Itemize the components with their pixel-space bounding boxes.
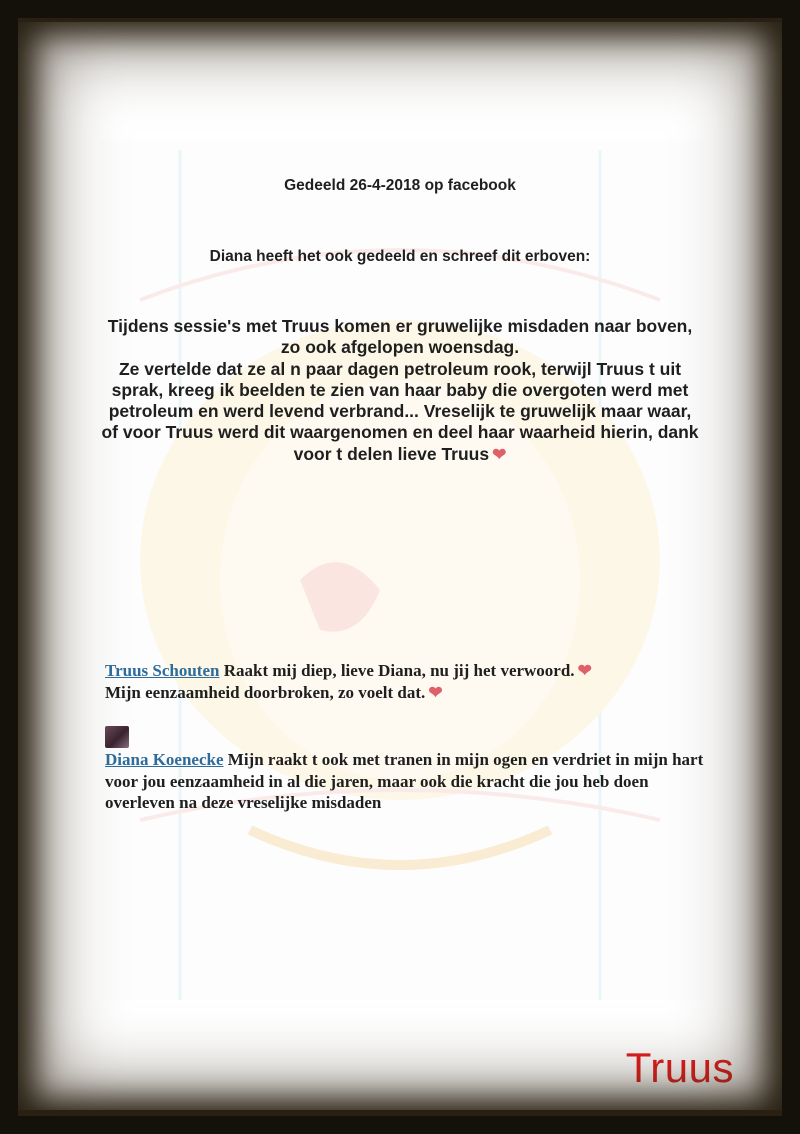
heart-emoji-icon: ❤ <box>492 444 507 464</box>
comment-truus <box>105 660 715 703</box>
signature: Truus <box>625 1044 734 1091</box>
avatar[interactable] <box>105 726 129 748</box>
shared-date-heading: Gedeeld 26-4-2018 op facebook <box>284 177 516 194</box>
intro-line: Diana heeft het ook gedeeld en schreef dit erboven: <box>209 248 591 265</box>
main-post-line2: Ze vertelde dat ze al n paar dagen petroleum rook, terwijl Truus t uit sprak, kreeg ik beelden te zien van haar baby die overgoten werd met petroleum en werd levend verbrand... Vreselijk te gruwelijk maar waar, of voor Truus werd dit waargenomen en deel haar waarheid hierin, dank voor t delen lieve Truus <box>101 358 699 464</box>
comment-text: Raakt mij diep, lieve Diana, nu jij het verwoord. <box>223 661 575 680</box>
main-post-text <box>100 316 700 465</box>
comment-author-link[interactable]: Truus Schouten <box>105 661 220 680</box>
grunge-frame-bottom <box>0 1110 800 1134</box>
comment-author-link[interactable]: Diana Koenecke <box>105 750 224 769</box>
grunge-frame-left <box>0 0 16 1134</box>
grunge-frame-top <box>0 0 800 22</box>
comment-text-continued: Mijn eenzaamheid doorbroken, zo voelt dat. <box>105 682 426 702</box>
grunge-frame-right <box>782 0 800 1134</box>
comment-text: Mijn raakt t ook met tranen in mijn ogen en verdriet in mijn hart voor jou eenzaamheid in al die jaren, maar ook die kracht die jou heb doen overleven na deze vreselijke misdaden <box>105 750 704 812</box>
comment-diana <box>105 749 715 814</box>
main-post-line1: Tijdens sessie's met Truus komen er gruwelijke misdaden naar boven, zo ook afgelopen woensdag. <box>107 316 693 358</box>
heart-emoji-icon: ❤ <box>577 661 592 680</box>
heart-emoji-icon: ❤ <box>428 682 443 702</box>
